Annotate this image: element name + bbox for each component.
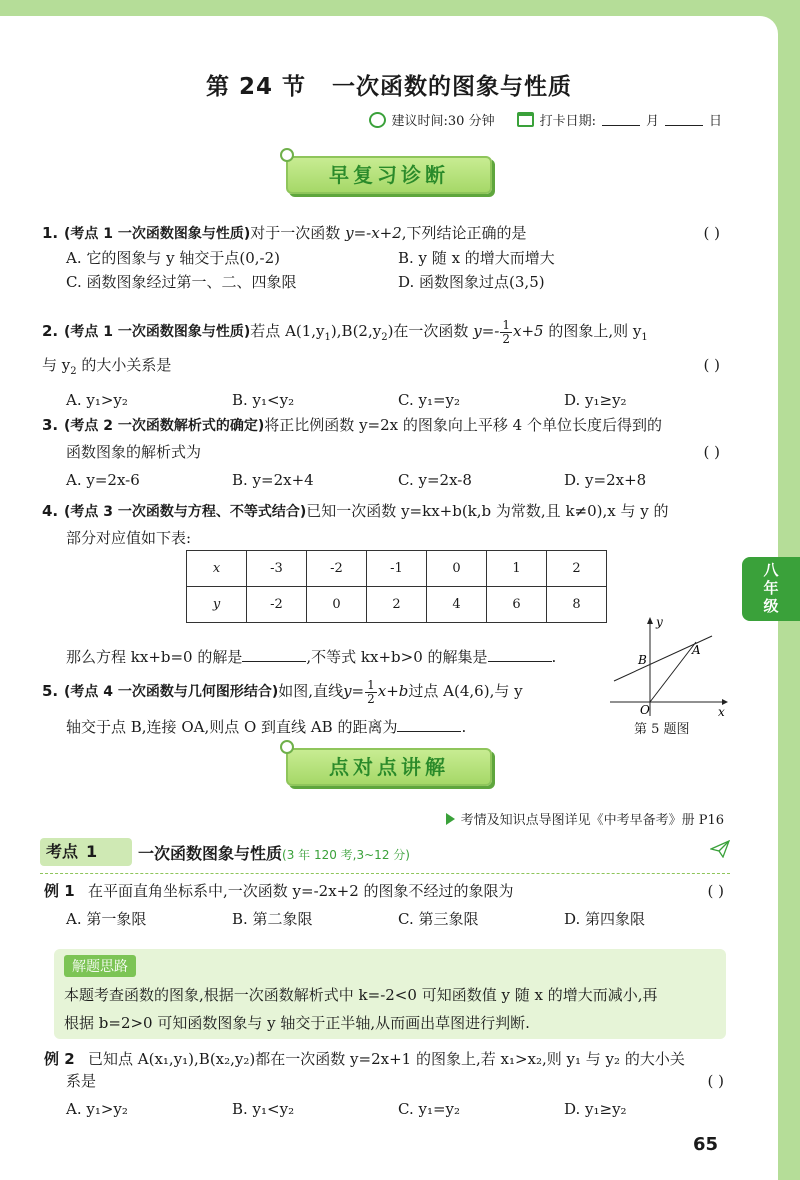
table-cell: 2 bbox=[367, 587, 427, 623]
ex1-stem: 在平面直角坐标系中,一次函数 y=-2x+2 的图象不经过的象限为 bbox=[88, 882, 514, 900]
day-blank bbox=[665, 114, 703, 126]
q4-line2: 部分对应值如下表: bbox=[66, 529, 192, 547]
table-cell: -2 bbox=[247, 587, 307, 623]
explain-banner bbox=[286, 748, 492, 786]
kaodian-word: 考点 bbox=[46, 842, 79, 861]
thinking-line-1: 本题考查函数的图象,根据一次函数解析式中 k=-2<0 可知函数值 y 随 x 的增大而减小,再 bbox=[64, 986, 658, 1004]
kaodian-title-text: 一次函数图象与性质 bbox=[138, 844, 283, 863]
ex2-label: 例 2 bbox=[44, 1050, 75, 1068]
banner-ring-icon bbox=[280, 740, 294, 754]
question-2: 2. (考点 1 一次函数图象与性质)若点 $A(1,y_1),B(2,y_2)$在一次函数 y=- $\frac{1}{2}$ x+5 的图象上,则 $y_1$ 与 $y_2$ 的大小关系是 ( ) A. y₁>y₂ B. y₁<y₂ C. y₁=y₂ D. y₁≥y₂ bbox=[42, 314, 732, 413]
ex1-option-a: A. 第一象限 bbox=[66, 910, 147, 928]
suggested-time: 建议时间:30 分钟 bbox=[391, 114, 495, 129]
q1-option-c: C. 函数图象经过第一、二、四象限 bbox=[66, 273, 297, 291]
kaodian-num: 1 bbox=[86, 842, 98, 861]
question-4 bbox=[42, 500, 732, 549]
q5-tag: (考点 4 一次函数与几何图形结合) bbox=[64, 684, 279, 700]
q2-answer-paren: ( ) bbox=[703, 356, 720, 374]
q4-answer-line bbox=[66, 646, 626, 668]
q2-eq-post: x+5 bbox=[512, 322, 544, 340]
q4-stem: 已知一次函数 y=kx+b(k,b 为常数,且 k≠0),x 与 y 的 bbox=[306, 502, 669, 520]
reference-line bbox=[446, 809, 724, 828]
thinking-label: 解题思路 bbox=[64, 955, 136, 977]
month-label: 月 bbox=[645, 114, 659, 129]
checkin-label: 打卡日期: bbox=[539, 114, 596, 129]
q5-eq-pre: y= bbox=[343, 682, 365, 700]
grade-tab-char: 年 bbox=[763, 579, 779, 597]
ex1-answer-paren: ( ) bbox=[707, 882, 724, 900]
ex2-line2: 系是 bbox=[66, 1072, 97, 1090]
q5-fraction bbox=[365, 679, 377, 706]
table-cell: 6 bbox=[487, 587, 547, 623]
reference-text: 考情及知识点导图详见《中考早备考》册 P16 bbox=[460, 813, 724, 828]
review-banner bbox=[286, 156, 492, 194]
page-title bbox=[0, 68, 778, 101]
ex2-option-c: C. y₁=y₂ bbox=[398, 1100, 461, 1118]
q5-stem-a: 如图,直线 bbox=[278, 682, 344, 700]
explain-banner-label: 点对点讲解 bbox=[329, 755, 449, 779]
ex1-label: 例 1 bbox=[44, 882, 75, 900]
q1-stem-b: ,下列结论正确的是 bbox=[401, 224, 527, 242]
table-cell: -3 bbox=[247, 551, 307, 587]
y-axis-arrow bbox=[647, 617, 653, 624]
q2-line2: 与 y bbox=[42, 356, 71, 374]
ex2-answer-paren: ( ) bbox=[707, 1072, 724, 1090]
q4-num: 4. bbox=[42, 502, 59, 520]
banner-ring-icon bbox=[280, 148, 294, 162]
fig-label-a: A bbox=[692, 643, 701, 657]
table-cell: 4 bbox=[427, 587, 487, 623]
grade-tab-char: 级 bbox=[763, 597, 779, 615]
grade-side-tab[interactable] bbox=[742, 557, 800, 621]
q2-stem-d: 的图象上,则 y bbox=[548, 322, 642, 340]
q3-option-b: B. y=2x+4 bbox=[232, 471, 314, 489]
table-cell: -2 bbox=[307, 551, 367, 587]
q5-line2a: 轴交于点 B,连接 OA,则点 O 到直线 AB 的距离为 bbox=[66, 718, 398, 736]
kaodian-title bbox=[138, 841, 410, 864]
table-cell: 0 bbox=[307, 587, 367, 623]
table-cell: 0 bbox=[427, 551, 487, 587]
q2-option-d: D. y₁≥y₂ bbox=[564, 391, 627, 409]
q2-stem-c: )在一次函数 bbox=[387, 322, 469, 340]
q4-line3b: ,不等式 kx+b>0 的解集是 bbox=[306, 648, 488, 666]
q1-option-d: D. 函数图象过点(3,5) bbox=[398, 273, 545, 291]
month-blank bbox=[602, 114, 640, 126]
section-title: 一次函数的图象与性质 bbox=[332, 74, 573, 100]
grade-tab-char: 八 bbox=[763, 561, 779, 579]
q5-frac-num: 1 bbox=[367, 677, 375, 692]
thinking-body bbox=[64, 981, 718, 1037]
q1-eq: y=-x+2 bbox=[345, 224, 402, 242]
page bbox=[0, 16, 778, 1180]
q1-option-b: B. y 随 x 的增大而增大 bbox=[398, 249, 555, 267]
calendar-icon bbox=[517, 112, 534, 127]
q4-blank-1[interactable] bbox=[242, 648, 306, 662]
q2-fraction bbox=[500, 319, 512, 346]
clock-icon bbox=[369, 112, 386, 128]
q5-fig-caption: 第 5 题图 bbox=[634, 722, 690, 737]
q2-num: 2. bbox=[42, 322, 59, 340]
solution-thinking-box bbox=[54, 949, 726, 1039]
ex2-stem: 已知点 A(x₁,y₁),B(x₂,y₂)都在一次函数 y=2x+1 的图象上,若 x₁>x₂,则 y₁ 与 y₂ 的大小关 bbox=[88, 1050, 685, 1068]
kaodian-divider bbox=[40, 873, 730, 874]
q3-line2: 函数图象的解析式为 bbox=[66, 443, 202, 461]
q2-option-a: A. y₁>y₂ bbox=[66, 391, 128, 409]
table-cell: 8 bbox=[547, 587, 607, 623]
q3-stem: 将正比例函数 y=2x 的图象向上平移 4 个单位长度后得到的 bbox=[264, 416, 662, 434]
q3-tag: (考点 2 一次函数解析式的确定) bbox=[64, 418, 265, 434]
ex2-option-a: A. y₁>y₂ bbox=[66, 1100, 128, 1118]
q5-stem-b: 过点 A(4,6),与 y bbox=[408, 682, 523, 700]
question-3 bbox=[42, 414, 732, 493]
q4-tag: (考点 3 一次函数与方程、不等式结合) bbox=[64, 504, 307, 520]
kaodian-header bbox=[40, 836, 730, 868]
q2-frac-num: 1 bbox=[502, 317, 510, 332]
ex1-option-c: C. 第三象限 bbox=[398, 910, 479, 928]
q3-num: 3. bbox=[42, 416, 59, 434]
q4-line3c: . bbox=[551, 648, 557, 666]
q1-option-a: A. 它的图象与 y 轴交于点(0,-2) bbox=[66, 249, 281, 267]
q5-blank[interactable] bbox=[397, 718, 461, 732]
q4-line3a: 那么方程 kx+b=0 的解是 bbox=[66, 648, 243, 666]
q5-eq-post: x+b bbox=[377, 682, 409, 700]
review-banner-label: 早复习诊断 bbox=[329, 163, 449, 187]
table-row-x bbox=[187, 551, 607, 587]
table-cell: y bbox=[187, 587, 247, 623]
table-cell: 2 bbox=[547, 551, 607, 587]
q1-answer-paren: ( ) bbox=[703, 224, 720, 242]
q1-stem-a: 对于一次函数 bbox=[250, 224, 341, 242]
q3-option-a: A. y=2x-6 bbox=[66, 471, 140, 489]
q2-tag: (考点 1 一次函数图象与性质) bbox=[64, 324, 251, 340]
play-arrow-icon bbox=[446, 813, 455, 825]
q2-line2b: 的大小关系是 bbox=[81, 356, 172, 374]
q2-option-b: B. y₁<y₂ bbox=[232, 391, 295, 409]
q5-line2b: . bbox=[461, 718, 467, 736]
ex1-option-b: B. 第二象限 bbox=[232, 910, 313, 928]
question-5 bbox=[42, 674, 602, 738]
ex2-option-d: D. y₁≥y₂ bbox=[564, 1100, 627, 1118]
page-number: 65 bbox=[692, 1134, 718, 1155]
q3-answer-paren: ( ) bbox=[703, 443, 720, 461]
paper-plane-icon bbox=[710, 840, 730, 858]
section-number: 第 24 节 bbox=[205, 74, 307, 100]
ex1-option-d: D. 第四象限 bbox=[564, 910, 646, 928]
ex2-option-b: B. y₁<y₂ bbox=[232, 1100, 295, 1118]
q5-num: 5. bbox=[42, 682, 59, 700]
question-1 bbox=[42, 222, 732, 295]
fig-label-b: B bbox=[638, 653, 647, 667]
table-cell: 1 bbox=[487, 551, 547, 587]
thinking-line-2: 根据 b=2>0 可知函数图象与 y 轴交于正半轴,从而画出草图进行判断. bbox=[64, 1014, 530, 1032]
fig-label-o: O bbox=[640, 703, 650, 717]
q1-num: 1. bbox=[42, 224, 59, 242]
table-row-y bbox=[187, 587, 607, 623]
q2-stem-b: ),B(2,y bbox=[330, 322, 382, 340]
table-cell: -1 bbox=[367, 551, 427, 587]
q2-eq-pre: y=- bbox=[473, 322, 500, 340]
kaodian-label bbox=[40, 838, 132, 866]
example-2 bbox=[44, 1048, 730, 1122]
fig-label-x: x bbox=[718, 705, 725, 718]
q5-frac-den: 2 bbox=[367, 691, 375, 706]
q3-option-d: D. y=2x+8 bbox=[564, 471, 647, 489]
meta-row bbox=[369, 110, 722, 129]
q4-blank-2[interactable] bbox=[488, 648, 552, 662]
fig-label-y: y bbox=[656, 615, 663, 629]
segment-oa bbox=[650, 642, 696, 702]
q2-frac-den: 2 bbox=[502, 331, 510, 346]
q5-figure bbox=[600, 612, 730, 718]
q1-tag: (考点 1 一次函数图象与性质) bbox=[64, 226, 251, 242]
q3-option-c: C. y=2x-8 bbox=[398, 471, 472, 489]
table-cell: x bbox=[187, 551, 247, 587]
q4-value-table bbox=[186, 550, 607, 623]
kaodian-stat: (3 年 120 考,3~12 分) bbox=[282, 848, 410, 862]
example-1 bbox=[44, 880, 730, 932]
q2-stem-a: 若点 A(1,y bbox=[250, 322, 325, 340]
day-label: 日 bbox=[708, 114, 722, 129]
q2-option-c: C. y₁=y₂ bbox=[398, 391, 461, 409]
